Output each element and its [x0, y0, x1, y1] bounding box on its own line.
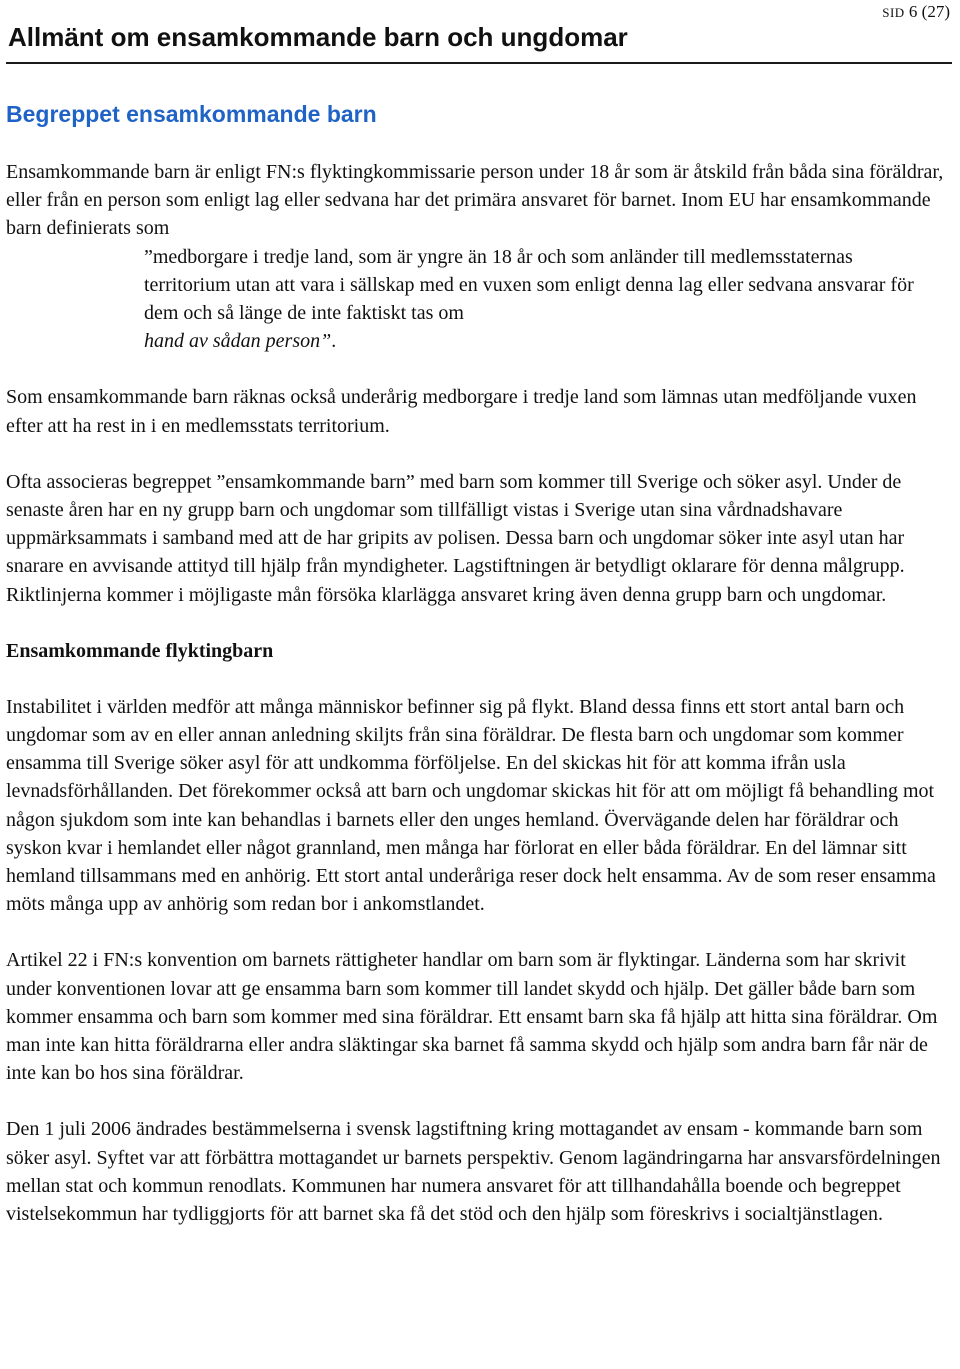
section-heading: Begreppet ensamkommande barn — [6, 101, 377, 127]
section-paragraph-1 — [6, 158, 952, 355]
subsection-paragraph-1: Instabilitet i världen medför att många människor befinner sig på flykt. Bland dessa finns ett stort antal barn och ungdomar som av en eller annan anledning skiljts från sina föräldrar. De flesta barn och ungdomar som kommer ensamma till Sverige söker asyl för att undkomma förföljelse. En del skickas hit för att komma ifrån usla levnadsförhållanden. Det förekommer också att barn och ungdomar skickas hit för att om möjligt få behandling mot någon sjukdom som inte kan behandlas i barnets eller den unges hemland. Övervägande delen har föräldrar och syskon kvar i hemlandet eller något grannland, men många har förlorat en eller båda föräldrar. En del lämnar sitt hemland tillsammans med en anhörig. Ett stort antal underåriga reser dock helt ensamma. Av de som reser ensamma möts många upp av anhörig som redan bor i ankomstlandet. — [6, 695, 936, 916]
subsection-heading: Ensamkommande flyktingbarn — [6, 639, 274, 662]
page-label: SID — [882, 5, 905, 20]
quote-text: ”medborgare i tredje land, som är yngre än 18 år och som anländer till medlemsstaternas territorium utan att vara i sällskap med en vuxen som enligt denna lag eller sedvana ansvarar för dem och så länge de inte faktiskt tas om — [144, 245, 914, 325]
paragraph-1-intro: Ensamkommande barn är enligt FN:s flyktingkommissarie person under 18 år som är åtskild från båda sina föräldrar, eller från en person som enligt lag eller sedvana har det primära ansvaret för barnet. Inom EU har ensamkommande barn definierats som — [6, 161, 944, 240]
section-paragraph-2: Som ensamkommande barn räknas också underårig medborgare i tredje land som lämnas utan medföljande vuxen efter att ha rest in i en medlemsstats territorium. — [6, 386, 917, 437]
subsection-paragraph-2: Artikel 22 i FN:s konvention om barnets rättigheter handlar om barn som är flyktingar. Länderna som har skrivit under konventionen lovar att ge ensamma barn som kommer till landet skydd och hjälp. Det gäller både barn som kommer ensamma och barn som kommer med sina föräldrar. Ett ensamt barn ska få hjälp att hitta sina föräldrar. Om man inte kan hitta föräldrarna eller andra släktingar ska barnet få samma skydd och hjälp som andra barn får när de inte kan bo hos sina föräldrar. — [6, 949, 938, 1085]
subsection-paragraph-3: Den 1 juli 2006 ändrades bestämmelserna i svensk lagstiftning kring mottagandet av ensam - kommande barn som söker asyl. Syftet var att förbättra mottagandet ur barnets perspektiv. Genom lagändringarna har ansvarsfördelningen mellan stat och kommun renodlats. Kommunen har numera ansvaret för att tillhandahålla boende och begreppet vistelsekommun har tydliggjorts för att barnet ska få det stöd och den hjälp som föreskrivs i socialtjänstlagen. — [6, 1118, 941, 1226]
quote-period: . — [331, 330, 337, 353]
document-title: Allmänt om ensamkommande barn och ungdomar — [8, 22, 628, 52]
eu-definition-quote — [6, 243, 952, 356]
page-number — [882, 2, 950, 22]
section-paragraph-3: Ofta associeras begreppet ”ensamkommande barn” med barn som kommer till Sverige och söker asyl. Under de senaste åren har en ny grupp barn och ungdomar som tillfälligt vistas i Sverige utan sina vårdnadshavare uppmärksammats i samband med att de har gripits av polisen. Dessa barn och ungdomar söker inte asyl utan har snarare en avvisande attityd till hjälp från myndigheter. Lagstiftningen är betydligt oklarare för denna målgrupp. Riktlinjerna kommer i möjligaste mån försöka klarlägga ansvaret kring även denna grupp barn och ungdomar. — [6, 470, 905, 606]
page-number-value: 6 (27) — [908, 2, 950, 21]
page-header — [6, 0, 952, 64]
quote-end: hand av sådan person” — [144, 330, 332, 353]
